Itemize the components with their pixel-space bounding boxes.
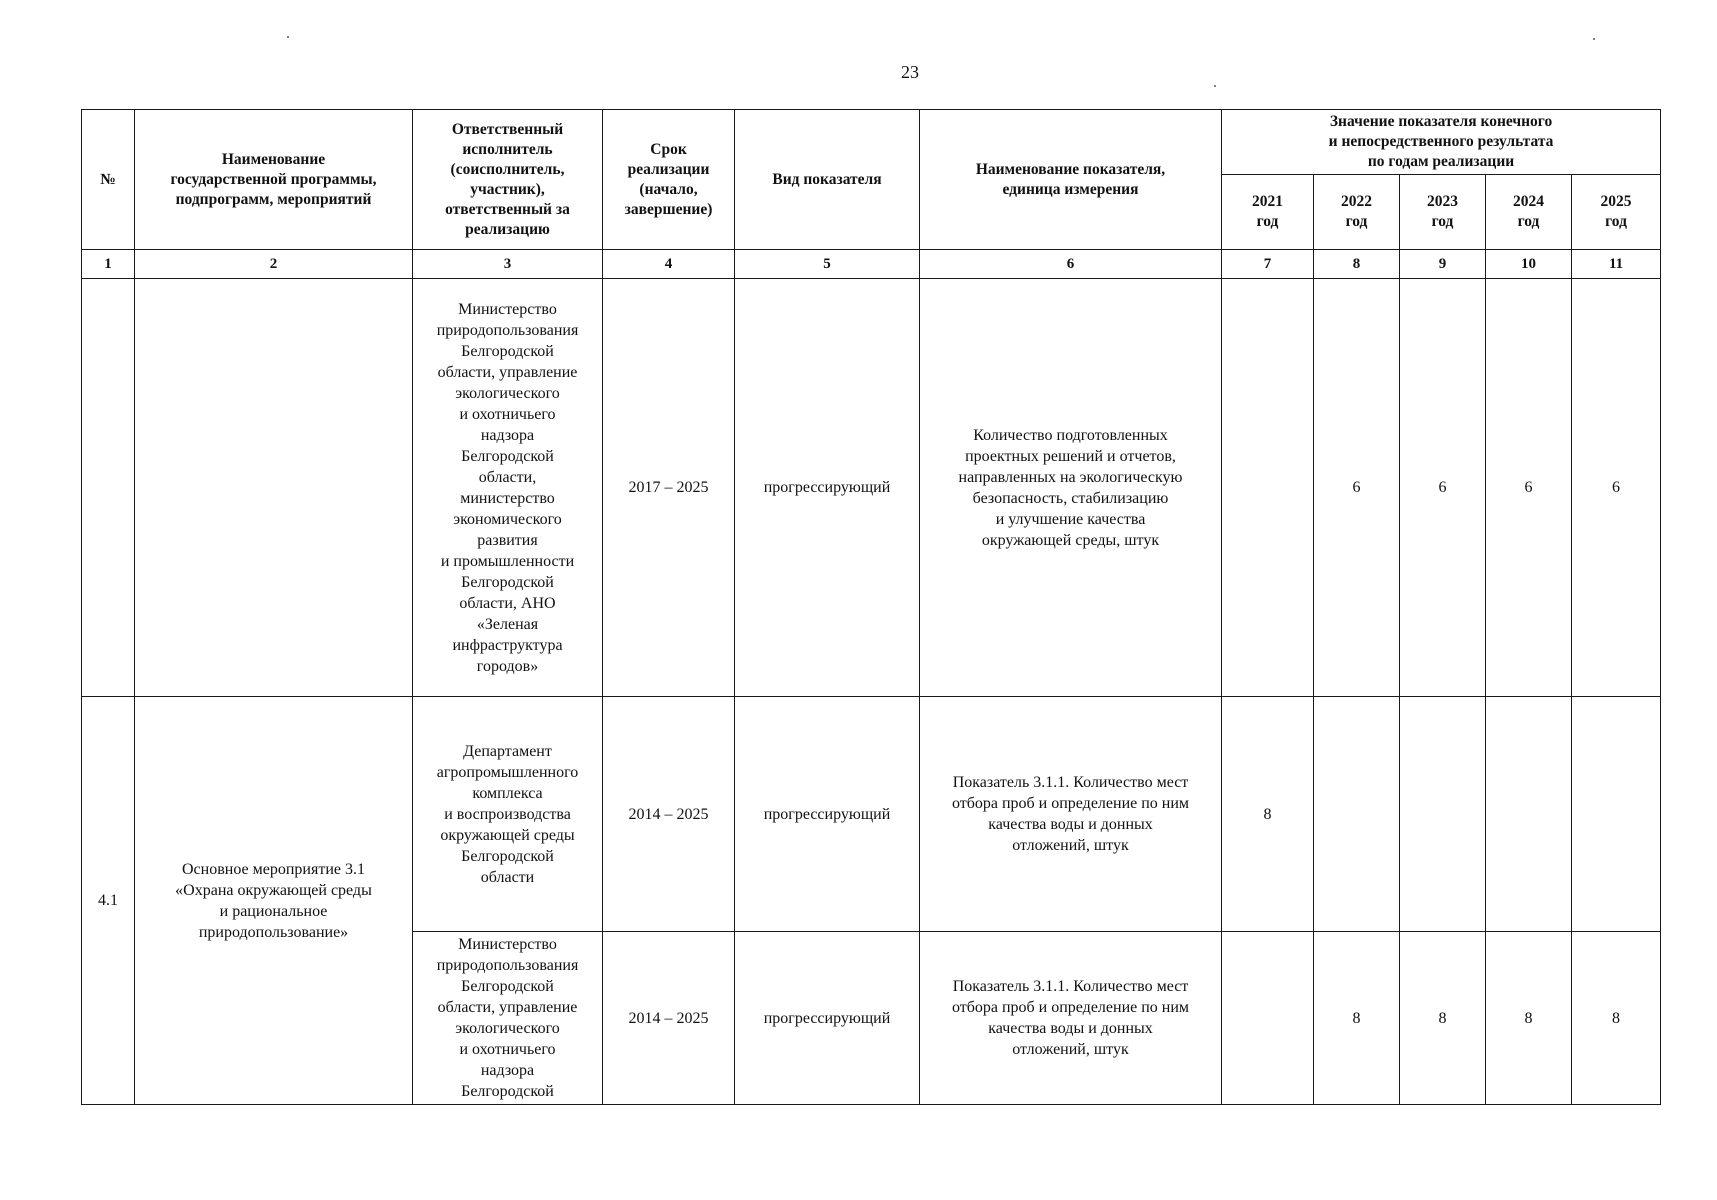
column-number: 7 xyxy=(1222,250,1314,279)
table-row xyxy=(82,697,1661,932)
col-header-values-group: Значение показателя конечного и непосредственного результата по годам реализации xyxy=(1222,110,1661,175)
col-header-year: 2022 год xyxy=(1314,175,1400,250)
value-cell xyxy=(1486,697,1572,932)
column-number: 10 xyxy=(1486,250,1572,279)
column-number: 1 xyxy=(82,250,135,279)
column-number: 4 xyxy=(603,250,735,279)
column-number: 3 xyxy=(413,250,603,279)
column-number: 11 xyxy=(1572,250,1661,279)
value-cell: 6 xyxy=(1572,279,1661,697)
col-header-name: Наименование государственной программы, подпрограмм, мероприятий xyxy=(135,110,413,250)
indicator-name-cell: Показатель 3.1.1. Количество мест отбора проб и определение по ним качества воды и донных отложений, штук xyxy=(920,932,1222,1105)
executor-cell: Министерство природопользования Белгородской области, управление экологического и охотничьего надзора Белгородской области, министерство экономического развития и промышленности Белгородской области, АНО «Зеленая инфраструктура городов» xyxy=(413,279,603,697)
col-header-num: № xyxy=(82,110,135,250)
scan-speck xyxy=(287,36,289,38)
header-row xyxy=(82,110,1661,175)
value-cell xyxy=(1222,932,1314,1105)
indicator-type-cell: прогрессирующий xyxy=(735,697,920,932)
col-header-year: 2025 год xyxy=(1572,175,1661,250)
col-header-indicator-type: Вид показателя xyxy=(735,110,920,250)
value-cell: 6 xyxy=(1486,279,1572,697)
column-number: 9 xyxy=(1400,250,1486,279)
column-numbers-row xyxy=(82,250,1661,279)
column-number: 8 xyxy=(1314,250,1400,279)
executor-cell: Департамент агропромышленного комплекса и воспроизводства окружающей среды Белгородской области xyxy=(413,697,603,932)
indicator-name-cell: Показатель 3.1.1. Количество мест отбора проб и определение по ним качества воды и донных отложений, штук xyxy=(920,697,1222,932)
col-header-year: 2024 год xyxy=(1486,175,1572,250)
table-row xyxy=(82,279,1661,697)
row-num-cell xyxy=(82,279,135,697)
program-name-cell xyxy=(135,279,413,697)
indicator-type-cell: прогрессирующий xyxy=(735,279,920,697)
program-name-cell: Основное мероприятие 3.1 «Охрана окружающей среды и рациональное природопользование» xyxy=(135,697,413,1105)
value-cell xyxy=(1222,279,1314,697)
col-header-term: Срок реализации (начало, завершение) xyxy=(603,110,735,250)
column-number: 5 xyxy=(735,250,920,279)
col-header-year: 2021 год xyxy=(1222,175,1314,250)
indicator-name-cell: Количество подготовленных проектных решений и отчетов, направленных на экологическую безопасность, стабилизацию и улучшение качества окружающей среды, штук xyxy=(920,279,1222,697)
executor-cell: Министерство природопользования Белгородской области, управление экологического и охотничьего надзора Белгородской xyxy=(413,932,603,1105)
value-cell: 8 xyxy=(1572,932,1661,1105)
indicator-type-cell: прогрессирующий xyxy=(735,932,920,1105)
column-number: 6 xyxy=(920,250,1222,279)
value-cell: 8 xyxy=(1486,932,1572,1105)
scan-speck xyxy=(1214,85,1216,87)
term-cell: 2014 – 2025 xyxy=(603,932,735,1105)
column-number: 2 xyxy=(135,250,413,279)
scan-speck xyxy=(1593,38,1595,40)
value-cell: 8 xyxy=(1400,932,1486,1105)
col-header-indicator-name: Наименование показателя, единица измерения xyxy=(920,110,1222,250)
term-cell: 2014 – 2025 xyxy=(603,697,735,932)
row-num-cell: 4.1 xyxy=(82,697,135,1105)
col-header-year: 2023 год xyxy=(1400,175,1486,250)
indicator-table xyxy=(81,109,1661,1105)
value-cell: 8 xyxy=(1314,932,1400,1105)
value-cell xyxy=(1400,697,1486,932)
value-cell xyxy=(1314,697,1400,932)
page-number: 23 xyxy=(901,62,919,82)
value-cell: 8 xyxy=(1222,697,1314,932)
value-cell xyxy=(1572,697,1661,932)
value-cell: 6 xyxy=(1314,279,1400,697)
col-header-executor: Ответственный исполнитель (соисполнитель, участник), ответственный за реализацию xyxy=(413,110,603,250)
value-cell: 6 xyxy=(1400,279,1486,697)
term-cell: 2017 – 2025 xyxy=(603,279,735,697)
